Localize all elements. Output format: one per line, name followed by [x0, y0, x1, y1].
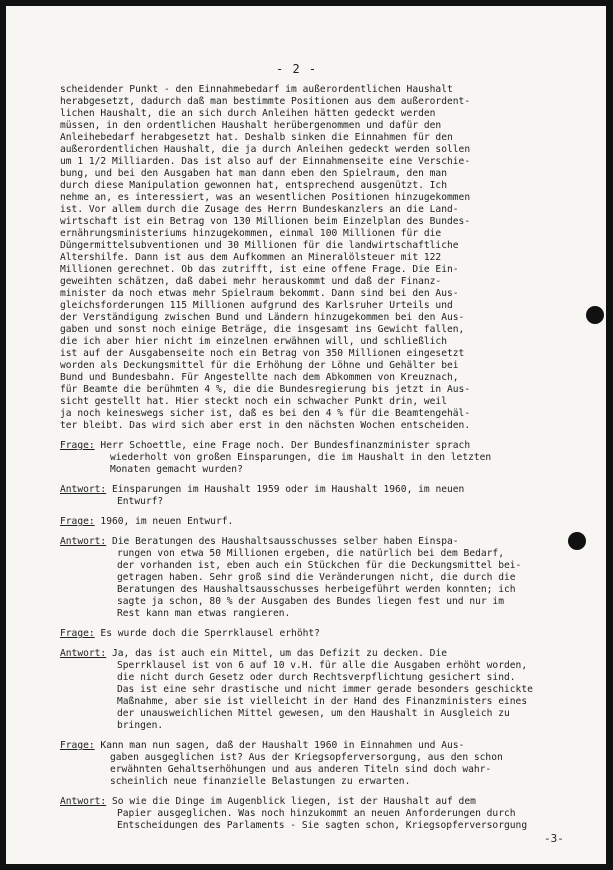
text-line: der vorhanden ist, eben auch ein Stückchen für die Deckungsmittel bei-: [117, 560, 522, 571]
speaker-label: Frage:: [60, 740, 95, 751]
text-line: um 1 1/2 Milliarden. Das ist also auf der Einnahmenseite eine Verschie-: [60, 156, 471, 167]
page-number: - 2 -: [276, 62, 318, 76]
text-line: der Verständigung zwischen Bund und Ländern hinzugekommen bei den Aus-: [60, 312, 465, 323]
text-line: Ja, das ist auch ein Mittel, um das Defizit zu decken. Die: [106, 648, 447, 659]
text-line: Anleihebedarf herabgesetzt hat. Deshalb sinken die Einnahmen für den: [60, 132, 453, 143]
text-line: scheidender Punkt - den Einnahmebedarf im außerordentlichen Haushalt: [60, 84, 453, 95]
text-line: Das ist eine sehr drastische und nicht immer gerade besonders geschickte: [117, 684, 533, 695]
text-line: Düngermittelsubventionen und 30 Millionen für die landwirtschaftliche: [60, 240, 459, 251]
text-line: Bund und Bundesbahn. Für Angestellte nach dem Abkommen von Kreuznach,: [60, 372, 459, 383]
document-body: [60, 84, 600, 832]
text-line: Altershilfe. Dann ist aus dem Aufkommen an Mineralölsteuer mit 122: [60, 252, 442, 263]
text-line: Die Beratungen des Haushaltsausschusses selber haben Einspa-: [106, 536, 459, 547]
text-line: wirtschaft ist ein Betrag von 130 Millionen beim Einzelplan des Bundes-: [60, 216, 471, 227]
text-line: Einsparungen im Haushalt 1959 oder im Haushalt 1960, im neuen: [106, 484, 465, 495]
qa-question: [60, 740, 600, 788]
text-line: worden als Deckungsmittel für die Erhöhung der Löhne und Gehälter bei: [60, 360, 459, 371]
text-line: Kann man nun sagen, daß der Haushalt 1960 in Einnahmen und Aus-: [94, 740, 465, 751]
text-line: gaben ausgeglichen ist? Aus der Kriegsopferversorgung, aus den schon: [110, 752, 503, 763]
text-line: erwähnten Gehaltserhöhungen und aus anderen Titeln sind doch wahr-: [110, 764, 492, 775]
qa-answer: [60, 536, 600, 620]
text-line: ist. Vor allem durch die Zusage des Herrn Bundeskanzlers an die Land-: [60, 204, 459, 215]
text-line: ja noch keineswegs sicher ist, daß es bei den 4 % für die Beamtengehäl-: [60, 408, 471, 419]
text-line: gleichsforderungen 115 Millionen aufgrund des Karlsruher Urteils und: [60, 300, 453, 311]
qa-question: [60, 516, 600, 528]
text-line: wiederholt von großen Einsparungen, die im Haushalt in den letzten: [110, 452, 492, 463]
text-line: bung, und bei den Ausgaben hat man dann eben den Spielraum, den man: [60, 168, 447, 179]
text-line: außerordentlichen Haushalt, die ja durch Anleihen gedeckt werden sollen: [60, 144, 471, 155]
text-line: Entscheidungen des Parlaments - Sie sagten schon, Kriegsopferversorgung: [117, 820, 528, 831]
text-line: die ich aber hier nicht im einzelnen erwähnen will, und schließlich: [60, 336, 447, 347]
text-line: sagte ja schon, 80 % der Ausgaben des Bundes liegen fest und nur im: [117, 596, 504, 607]
text-line: der unausweichlichen Mittel gewesen, um den Haushalt in Ausgleich zu: [117, 708, 510, 719]
speaker-label: Antwort:: [60, 648, 107, 659]
text-line: bringen.: [117, 720, 164, 731]
text-line: ter bleibt. Das wird sich aber erst in den nächsten Wochen entscheiden.: [60, 420, 471, 431]
text-line: gaben und sonst noch einige Beträge, die insgesamt ins Gewicht fallen,: [60, 324, 465, 335]
speaker-label: Frage:: [60, 516, 95, 527]
qa-answer: [60, 648, 600, 732]
text-line: für Beamte die berühmten 4 %, die die Bundesregierung bis jetzt in Aus-: [60, 384, 471, 395]
text-line: müssen, in den ordentlichen Haushalt herübergenommen und dafür den: [60, 120, 442, 131]
qa-answer: [60, 796, 600, 832]
qa-answer: [60, 484, 600, 508]
speaker-label: Antwort:: [60, 796, 107, 807]
qa-question: [60, 628, 600, 640]
next-page-marker: -3-: [544, 832, 564, 845]
text-line: Rest kann man etwas rangieren.: [117, 608, 291, 619]
text-line: herabgesetzt, dadurch daß man bestimmte Positionen aus dem außerordent-: [60, 96, 471, 107]
text-line: Beratungen des Haushaltsausschusses herbeigeführt werden konnten; ich: [117, 584, 516, 595]
text-line: scheinlich neue finanzielle Belastungen zu erwarten.: [110, 776, 411, 787]
text-line: rungen von etwa 50 Millionen ergeben, die natürlich bei dem Bedarf,: [117, 548, 504, 559]
qa-question: [60, 440, 600, 476]
text-line: getragen haben. Sehr groß sind die Veränderungen nicht, die durch die: [117, 572, 516, 583]
speaker-label: Frage:: [60, 440, 95, 451]
document-page: [6, 6, 606, 864]
text-line: nehme an, es interessiert, was an wesentlichen Positionen hinzugekommen: [60, 192, 471, 203]
text-line: 1960, im neuen Entwurf.: [94, 516, 234, 527]
text-line: Millionen gerechnet. Ob das zutrifft, ist eine offene Frage. Die Ein-: [60, 264, 459, 275]
text-line: Sperrklausel ist von 6 auf 10 v.H. für alle die Ausgaben erhöht worden,: [117, 660, 528, 671]
speaker-label: Frage:: [60, 628, 95, 639]
text-line: Maßnahme, aber sie ist vielleicht in der Hand des Finanzministers eines: [117, 696, 528, 707]
text-line: die nicht durch Gesetz oder durch Rechtsverpflichtung gesichert sind.: [117, 672, 516, 683]
text-line: Herr Schoettle, eine Frage noch. Der Bundesfinanzminister sprach: [94, 440, 471, 451]
text-line: Monaten gemacht wurden?: [110, 464, 243, 475]
paragraph-intro: [60, 84, 600, 432]
text-line: Entwurf?: [117, 496, 164, 507]
text-line: So wie die Dinge im Augenblick liegen, ist der Haushalt auf dem: [106, 796, 476, 807]
text-line: Es wurde doch die Sperrklausel erhöht?: [94, 628, 320, 639]
speaker-label: Antwort:: [60, 484, 107, 495]
speaker-label: Antwort:: [60, 536, 107, 547]
text-line: durch diese Manipulation gewonnen hat, entsprechend ausgenützt. Ich: [60, 180, 447, 191]
text-line: Papier ausgeglichen. Was noch hinzukommt an neuen Anforderungen durch: [117, 808, 516, 819]
text-line: sicht gestellt hat. Hier steckt noch ein schwacher Punkt drin, weil: [60, 396, 447, 407]
punch-hole-upper: [586, 306, 604, 324]
text-line: ernährungsministeriums hinzugekommen, einmal 100 Millionen für die: [60, 228, 442, 239]
text-line: minister da noch etwas mehr Spielraum bekommt. Dann sind bei den Aus-: [60, 288, 459, 299]
text-line: ist auf der Ausgabenseite noch ein Betrag von 350 Millionen eingesetzt: [60, 348, 465, 359]
text-line: geweihten schätzen, daß dabei mehr herauskommt und daß der Finanz-: [60, 276, 442, 287]
text-line: lichen Haushalt, die an sich durch Anleihen hätten gedeckt werden: [60, 108, 436, 119]
punch-hole-lower: [568, 532, 586, 550]
